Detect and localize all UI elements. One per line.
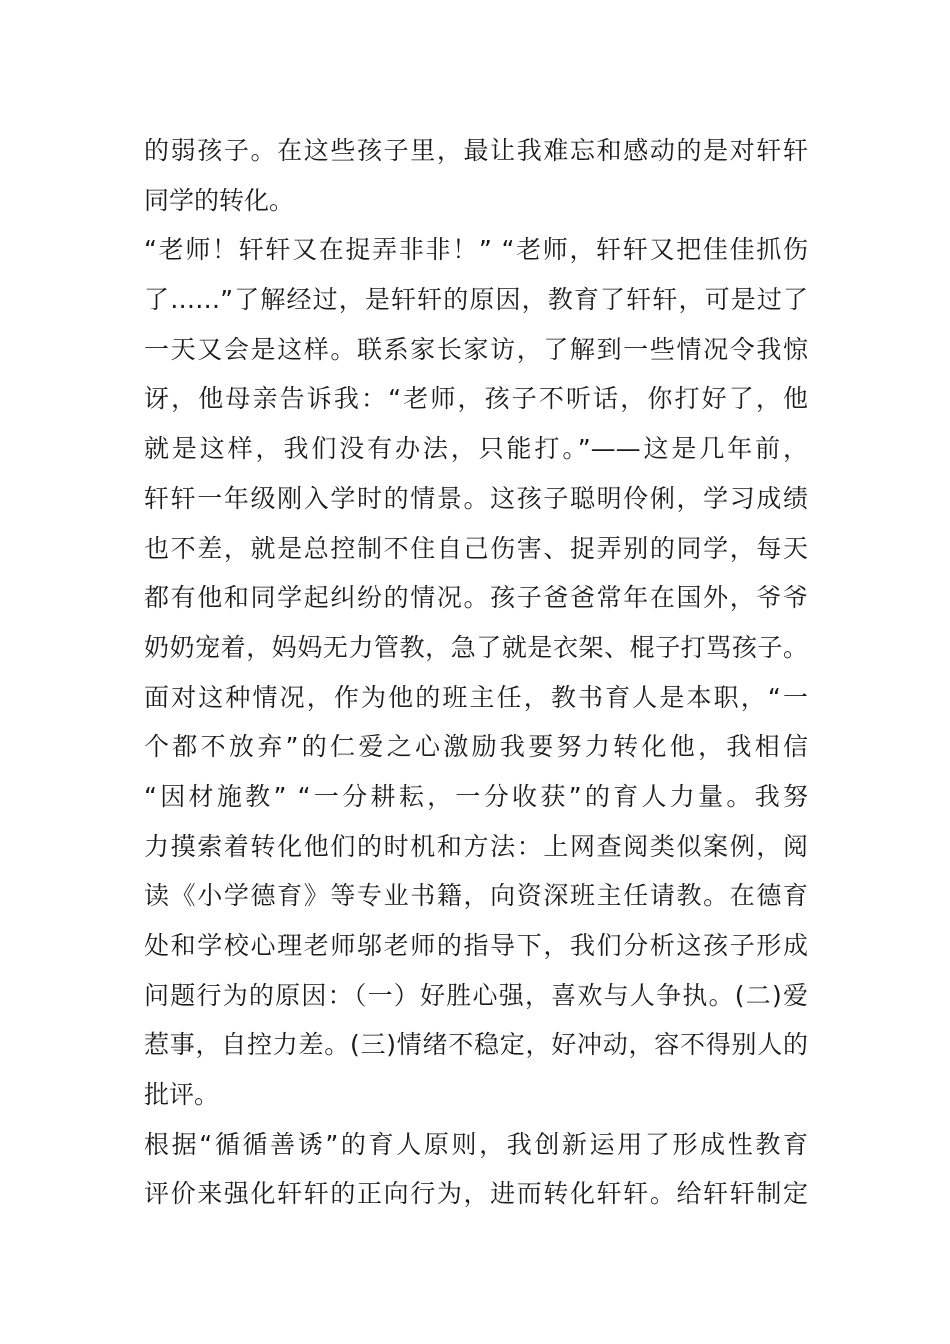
text-line: 批评。 xyxy=(144,1080,220,1110)
text-line: 惹事，自控力差。(三)情绪不稳定，好冲动，容不得别人的 xyxy=(144,1030,808,1060)
text-line: 力摸索着转化他们的时机和方法：上网查阅类似案例，阅 xyxy=(144,831,808,861)
text-line: 根据“循循善诱”的育人原则，我创新运用了形成性教育 xyxy=(144,1129,808,1159)
text-line: 评价来强化轩轩的正向行为，进而转化轩轩。给轩轩制定 xyxy=(144,1179,808,1209)
text-line: 读《小学德育》等专业书籍，向资深班主任请教。在德育 xyxy=(144,881,808,911)
text-line: “老师！轩轩又在捉弄非非！” “老师，轩轩又把佳佳抓伤 xyxy=(144,235,808,265)
text-line: 一天又会是这样。联系家长家访，了解到一些情况令我惊 xyxy=(144,334,808,364)
text-line: 处和学校心理老师邬老师的指导下，我们分析这孩子形成 xyxy=(144,931,808,960)
text-line: 个都不放弃”的仁爱之心激励我要努力转化他，我相信 xyxy=(144,732,808,762)
text-line: 就是这样，我们没有办法，只能打。”——这是几年前， xyxy=(144,434,808,464)
text-line: 奶奶宠着，妈妈无力管教，急了就是衣架、棍子打骂孩子。 xyxy=(144,632,808,662)
text-line: “因材施教” “一分耕耘，一分收获”的育人力量。我努 xyxy=(144,781,808,811)
text-line: 同学的转化。 xyxy=(144,185,295,215)
text-line: 讶，他母亲告诉我：“老师，孩子不听话，你打好了，他 xyxy=(144,384,808,414)
text-line: 的弱孩子。在这些孩子里，最让我难忘和感动的是对轩轩 xyxy=(144,136,808,165)
text-line: 面对这种情况，作为他的班主任，教书育人是本职，“一 xyxy=(144,682,808,712)
text-line: 问题行为的原因：（一）好胜心强，喜欢与人争执。(二)爱 xyxy=(144,980,808,1010)
text-line: 轩轩一年级刚入学时的情景。这孩子聪明伶俐，学习成绩 xyxy=(144,483,808,513)
text-line: 了……”了解经过，是轩轩的原因，教育了轩轩，可是过了 xyxy=(144,285,808,315)
text-line: 都有他和同学起纠纷的情况。孩子爸爸常年在国外，爷爷 xyxy=(144,583,808,613)
text-line: 也不差，就是总控制不住自己伤害、捉弄别的同学，每天 xyxy=(144,533,808,563)
document-body xyxy=(144,126,808,1219)
